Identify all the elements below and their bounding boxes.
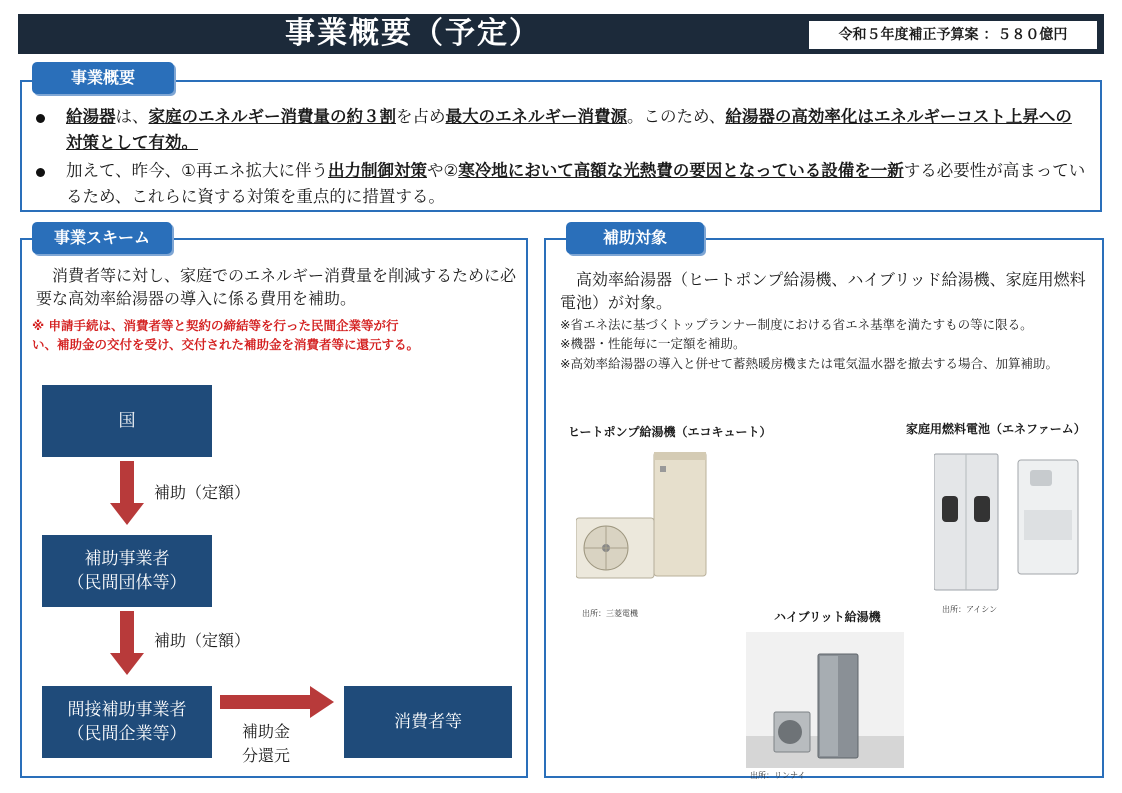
heatpump-water-heater-image bbox=[576, 452, 716, 602]
text-run: 給湯器の高効率化はエネルギーコスト上昇への対策として有効。 bbox=[66, 107, 1072, 152]
text-run: 給湯器 bbox=[66, 107, 116, 126]
target-note-2: ※機器・性能毎に一定額を補助。 bbox=[560, 336, 746, 351]
flow-node-country bbox=[42, 385, 212, 457]
header-bar bbox=[18, 14, 1104, 54]
target-description: 高効率給湯器（ヒートポンプ給湯機、ハイブリッド給湯機、家庭用燃料電池）が対象。 bbox=[560, 270, 1086, 312]
flow-return-line-1: 補助金 bbox=[242, 722, 291, 741]
page-title: 事業概要（予定） bbox=[285, 16, 541, 51]
fuelcell-credit: 出所：アイシン bbox=[942, 605, 998, 614]
heatpump-credit: 出所：三菱電機 bbox=[582, 609, 638, 618]
scheme-note-line-1: ※ 申請手続は、消費者等と契約の締結等を行った民間企業等が行 bbox=[32, 318, 399, 333]
flow-node-consumer bbox=[344, 686, 512, 758]
bullet-dot-icon bbox=[36, 168, 45, 177]
flow-label-subsidy-2: 補助（定額） bbox=[154, 631, 251, 650]
text-run: 家庭のエネルギー消費量の約３割 bbox=[148, 107, 396, 126]
bullet-2-text bbox=[66, 158, 1086, 210]
target-note-1: ※省エネ法に基づくトップランナー制度における省エネ基準を満たすもの等に限る。 bbox=[560, 317, 1033, 332]
hybrid-title: ハイブリット給湯機 bbox=[774, 610, 881, 624]
scheme-description: 消費者等に対し、家庭でのエネルギー消費量を削減するために必要な高効率給湯器の導入に係る費用を補助。 bbox=[36, 266, 517, 308]
flow-node-label: 国 bbox=[118, 411, 136, 431]
text-run: を占め bbox=[396, 107, 446, 126]
text-run: 加えて、昨今、①再エネ拡大に伴う bbox=[66, 161, 328, 180]
scheme-note bbox=[32, 316, 522, 354]
down-arrow-icon bbox=[110, 461, 144, 527]
scheme-section-tag: 事業スキーム bbox=[32, 222, 172, 254]
budget-badge: 令和５年度補正予算案 ：５８０億円 bbox=[808, 20, 1098, 50]
flow-node-label: 間接補助事業者 bbox=[67, 700, 187, 720]
flow-node-label: （民間団体等） bbox=[67, 573, 187, 593]
target-box bbox=[544, 238, 1104, 778]
text-run: 最大のエネルギー消費源 bbox=[445, 107, 627, 126]
flow-label-return bbox=[242, 720, 290, 768]
flow-node-label: 補助事業者 bbox=[84, 549, 170, 569]
hybrid-image-frame bbox=[746, 632, 904, 768]
hybrid-credit: 出所：リンナイ bbox=[750, 771, 806, 780]
overview-section-tag: 事業概要 bbox=[32, 62, 174, 94]
right-arrow-icon bbox=[220, 686, 336, 718]
bullet-dot-icon bbox=[36, 114, 45, 123]
bullet-1-text bbox=[66, 104, 1086, 156]
overview-box bbox=[20, 80, 1102, 212]
flow-node-operator bbox=[42, 535, 212, 607]
heatpump-title: ヒートポンプ給湯機（エコキュート） bbox=[568, 425, 772, 439]
target-note-3: ※高効率給湯器の導入と併せて蓄熱暖房機または電気温水器を撤去する場合、加算補助。 bbox=[560, 356, 1058, 371]
text-run: は、 bbox=[115, 107, 149, 126]
text-run: 出力制御対策 bbox=[327, 161, 427, 180]
overview-bullet-2 bbox=[36, 158, 1086, 210]
flow-node-label: （民間企業等） bbox=[67, 724, 187, 744]
fuel-cell-unit-image bbox=[934, 450, 1084, 600]
flow-node-indirect-operator bbox=[42, 686, 212, 758]
flow-return-line-2: 分還元 bbox=[242, 746, 291, 765]
flow-label-subsidy-1: 補助（定額） bbox=[154, 483, 251, 502]
fuelcell-title: 家庭用燃料電池（エネファーム） bbox=[906, 422, 1086, 436]
hybrid-water-heater-image bbox=[746, 632, 904, 768]
down-arrow-icon bbox=[110, 611, 144, 677]
flow-node-label: 消費者等 bbox=[394, 712, 462, 732]
scheme-box bbox=[20, 238, 528, 778]
text-run: や② bbox=[426, 161, 459, 180]
overview-bullet-1 bbox=[36, 104, 1086, 156]
scheme-note-line-2: い、補助金の交付を受け、交付された補助金を消費者等に還元する。 bbox=[32, 337, 420, 352]
text-run: 寒冷地において高額な光熱費の要因となっている設備を一新 bbox=[458, 161, 904, 180]
text-run: 。このため、 bbox=[627, 107, 726, 126]
text-run: する必要性が高まっているため、これらに資する対策を重点的に措置する。 bbox=[66, 161, 1086, 206]
target-section-tag: 補助対象 bbox=[566, 222, 704, 254]
